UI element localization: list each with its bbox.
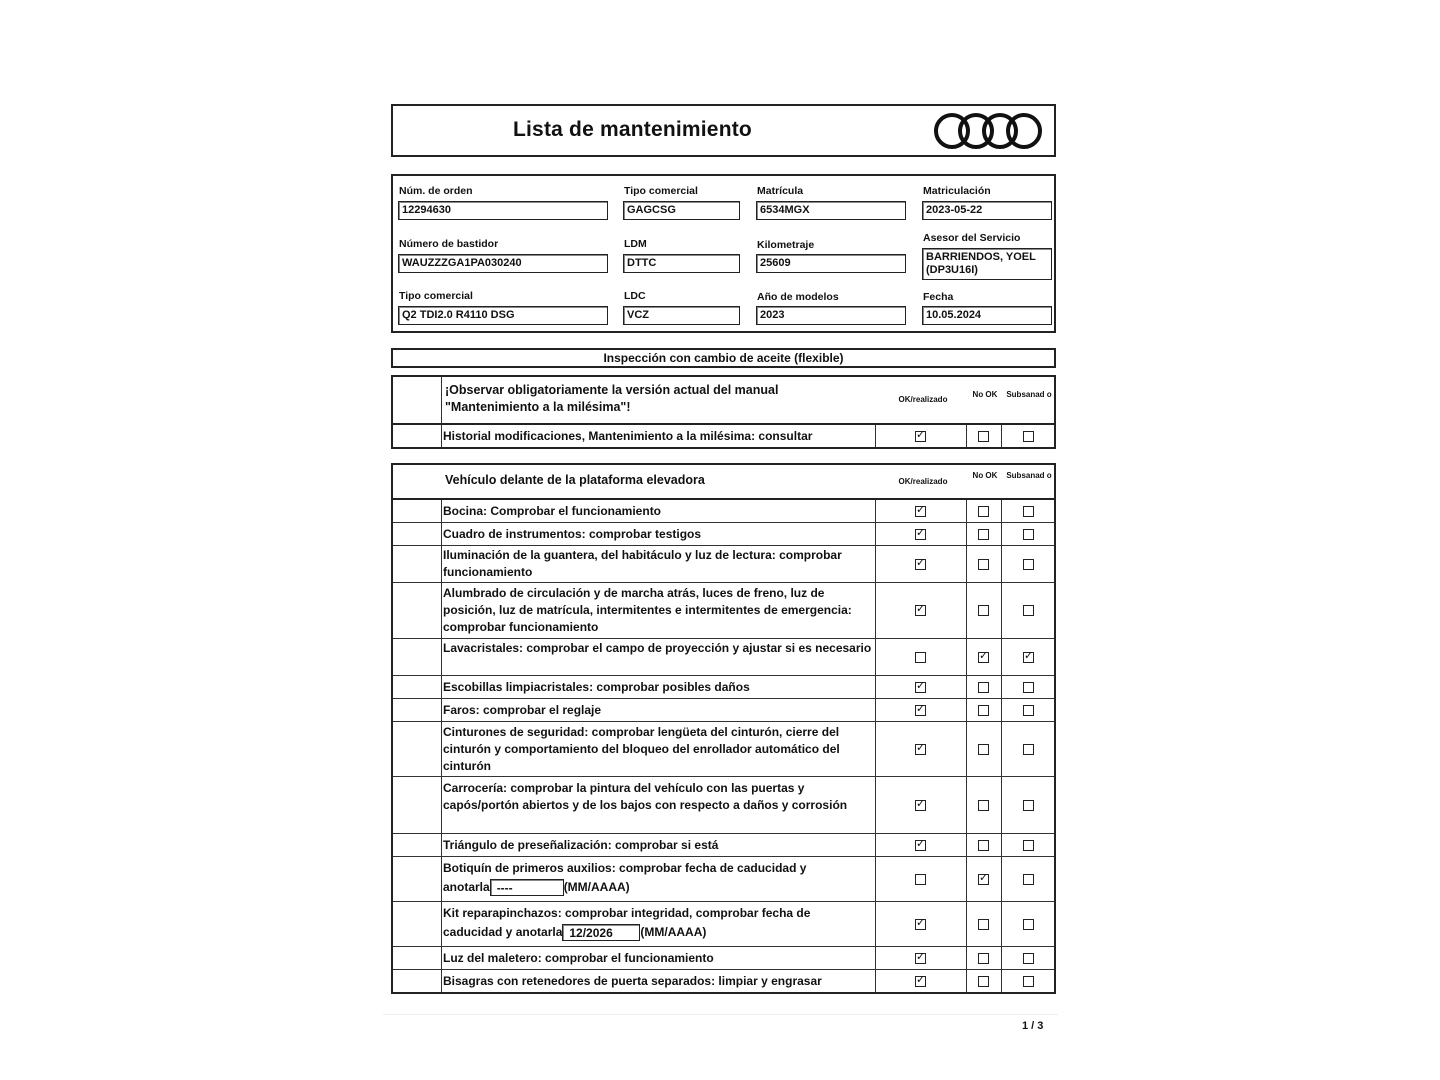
matriculacion-label: Matriculación [923,185,991,197]
no-ok-checkbox[interactable] [978,800,989,811]
no-ok-checkbox[interactable] [978,431,989,442]
ok-checkbox[interactable] [915,529,926,540]
ok-checkbox[interactable] [915,874,926,885]
ok-checkbox[interactable] [915,840,926,851]
tipo-comercial-code-field: GAGCSG [623,201,740,220]
table-row [393,425,1054,447]
anio-modelos-field: 2023 [756,306,906,325]
table-row [393,699,1054,722]
matricula-field: 6534MGX [756,201,906,220]
tipo-comercial-label: Tipo comercial [399,290,473,302]
row-text: Lavacristales: comprobar el campo de proyección y ajustar si es necesario [443,641,872,655]
row-text: Iluminación de la guantera, del habitáculo y luz de lectura: comprobar funcionamiento [443,548,842,579]
table-row [393,500,1054,523]
audi-rings-icon [932,111,1044,151]
kilometraje-field: 25609 [756,254,906,273]
subsanado-checkbox[interactable] [1023,976,1034,987]
table-body [393,425,1054,447]
subsanado-checkbox[interactable] [1023,605,1034,616]
ok-checkbox[interactable] [915,652,926,663]
row-text: Faros: comprobar el reglaje [443,703,602,717]
subsanado-checkbox[interactable] [1023,874,1034,885]
fecha-label: Fecha [923,291,954,303]
table-row [393,676,1054,699]
subsanado-checkbox[interactable] [1023,953,1034,964]
anio-modelos-label: Año de modelos [757,291,839,303]
col-no-ok-header: No OK [972,471,998,480]
col-ok-header: OK/realizado [898,477,948,486]
table-row [393,546,1054,583]
col-no-ok-header: No OK [972,390,998,399]
ldm-label: LDM [624,238,647,250]
row-text: Triángulo de preseñalización: comprobar si está [443,838,719,852]
table-row [393,523,1054,546]
table-row [393,777,1054,834]
no-ok-checkbox[interactable] [978,605,989,616]
table-row [393,583,1054,639]
page-number: 1 / 3 [1022,1020,1044,1032]
ldc-field: VCZ [623,306,740,325]
subsanado-checkbox[interactable] [1023,744,1034,755]
row-text: Historial modificaciones, Mantenimiento a la milésima: consultar [443,429,813,443]
ok-checkbox[interactable] [915,682,926,693]
ok-checkbox[interactable] [915,605,926,616]
ok-checkbox[interactable] [915,559,926,570]
table-body [393,500,1054,992]
no-ok-checkbox[interactable] [978,976,989,987]
col-ok-header: OK/realizado [898,395,948,404]
table-heading: Vehículo delante de la plataforma elevadora [445,473,705,487]
subsanado-checkbox[interactable] [1023,919,1034,930]
table-header [393,377,1054,425]
row-text: Luz del maletero: comprobar el funcionamiento [443,951,714,965]
no-ok-checkbox[interactable] [978,529,989,540]
table-heading: ¡Observar obligatoriamente la versión actual del manual "Mantenimiento a la milésima"! [445,383,779,414]
ok-checkbox[interactable] [915,744,926,755]
matricula-label: Matrícula [757,185,804,197]
ok-checkbox[interactable] [915,506,926,517]
no-ok-checkbox[interactable] [978,682,989,693]
subsanado-checkbox[interactable] [1023,529,1034,540]
col-subsanado-header: Subsanad o [1006,390,1052,399]
subsanado-checkbox[interactable] [1023,559,1034,570]
subsanado-checkbox[interactable] [1023,506,1034,517]
bastidor-field: WAUZZZGA1PA030240 [398,254,608,273]
subsanado-checkbox[interactable] [1023,705,1034,716]
vehicle-info-box [391,174,1056,333]
asesor-label: Asesor del Servicio [923,232,1021,244]
row-text: Alumbrado de circulación y de marcha atrás, luces de freno, luz de posición, luz de matrícula, intermitentes e intermitentes de emergencia: comprobar funcionamiento [443,586,852,634]
ldc-label: LDC [624,290,646,302]
order-no-label: Núm. de orden [399,185,473,197]
ok-checkbox[interactable] [915,976,926,987]
document-title: Lista de mantenimiento [513,118,752,141]
table-row [393,834,1054,857]
subsanado-checkbox[interactable] [1023,800,1034,811]
row-text: Botiquín de primeros auxilios: comprobar fecha de caducidad y anotarla ---- (MM/AAAA) [443,861,807,896]
expiry-date-input[interactable]: ---- [490,879,564,896]
ok-checkbox[interactable] [915,431,926,442]
table-row [393,639,1054,676]
no-ok-checkbox[interactable] [978,652,989,663]
ok-checkbox[interactable] [915,705,926,716]
row-text: Escobillas limpiacristales: comprobar posibles daños [443,680,750,694]
asesor-field: BARRIENDOS, YOEL (DP3U16I) [922,248,1052,280]
vehicle-inspection-table [391,463,1056,994]
subsanado-checkbox[interactable] [1023,682,1034,693]
row-text: Cinturones de seguridad: comprobar lengüeta del cinturón, cierre del cinturón y comportamiento del bloqueo del enrollador automático del cinturón [443,725,840,773]
tipo-comercial-field: Q2 TDI2.0 R4110 DSG [398,306,608,325]
no-ok-checkbox[interactable] [978,705,989,716]
no-ok-checkbox[interactable] [978,840,989,851]
ok-checkbox[interactable] [915,919,926,930]
subsanado-checkbox[interactable] [1023,840,1034,851]
table-row [393,970,1054,992]
row-text: Bocina: Comprobar el funcionamiento [443,504,662,518]
section-title: Inspección con cambio de aceite (flexible) [391,348,1056,368]
table-row [393,857,1054,902]
table-row [393,722,1054,777]
no-ok-checkbox[interactable] [978,506,989,517]
no-ok-checkbox[interactable] [978,744,989,755]
fecha-field: 10.05.2024 [922,306,1052,325]
table-row [393,947,1054,970]
subsanado-checkbox[interactable] [1023,431,1034,442]
row-text: Carrocería: comprobar la pintura del vehículo con las puertas y capós/portón abiertos y de los bajos con respecto a daños y corrosión [443,781,848,812]
no-ok-checkbox[interactable] [978,919,989,930]
row-text: Bisagras con retenedores de puerta separados: limpiar y engrasar [443,974,822,988]
table-row [393,902,1054,947]
bastidor-label: Número de bastidor [399,238,499,250]
no-ok-checkbox[interactable] [978,953,989,964]
subsanado-checkbox[interactable] [1023,652,1034,663]
row-text: Kit reparapinchazos: comprobar integridad, comprobar fecha de caducidad y anotarla 12/2026 (MM/AAAA) [443,906,811,941]
table-header [393,465,1054,500]
order-no-field: 12294630 [398,201,608,220]
manual-check-table [391,375,1056,449]
tipo-comercial-code-label: Tipo comercial [624,185,698,197]
document-header [391,104,1056,157]
expiry-date-input[interactable]: 12/2026 [562,924,640,941]
ok-checkbox[interactable] [915,800,926,811]
kilometraje-label: Kilometraje [757,239,815,251]
ldm-field: DTTC [623,254,740,273]
page-divider [383,1014,1058,1015]
no-ok-checkbox[interactable] [978,874,989,885]
no-ok-checkbox[interactable] [978,559,989,570]
row-text: Cuadro de instrumentos: comprobar testigos [443,527,702,541]
matriculacion-field: 2023-05-22 [922,201,1052,220]
ok-checkbox[interactable] [915,953,926,964]
col-subsanado-header: Subsanad o [1006,471,1052,480]
